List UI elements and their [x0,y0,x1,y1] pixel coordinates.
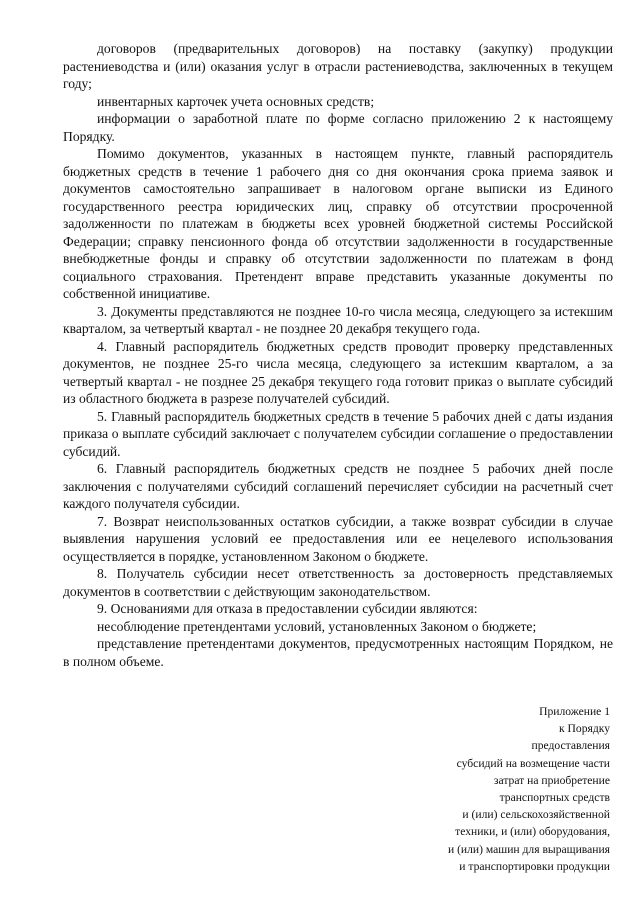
appendix-line: предоставления [531,739,610,753]
appendix-line: техники, и (или) оборудования, [455,825,610,839]
appendix-line: к Порядку [559,722,610,736]
appendix-line: затрат на приобретение [493,773,610,787]
paragraph-additional-documents: Помимо документов, указанных в настоящем пункте, главный распорядитель бюджетных средств в течение 1 рабочего дня со дня окончания срока приема заявок и документов самостоятельно запрашивает в налоговом органе выписки из Единого государственного реестра юридических лиц, справку об отсутствии просроченной задолженности по платежам в бюджеты всех уровней бюджетной системы Российской Федерации; справку пенсионного фонда об отсутствии задолженности в государственные внебюджетные фонды и справку об отсутствии задолженности по платежам в фонд социального страхования. Претендент вправе представить указанные документы по собственной инициативе. [63,146,613,301]
appendix-line: и (или) машин для выращивания [447,842,610,856]
paragraph-item-7: 7. Возврат неиспользованных остатков субсидии, а также возврат субсидии в случае выявления нарушения условий ее предоставления или ее нецелевого использования осуществляется в порядке, установленном Законом о бюджете. [63,513,613,564]
paragraph-item-3: 3. Документы представляются не позднее 10-го числа месяца, следующего за истекшим кварталом, за четвертый квартал - не позднее 20 декабря текущего года. [63,303,613,336]
paragraph-refusal-reason-1: несоблюдение претендентами условий, установленных Законом о бюджете; [97,618,537,634]
paragraph-item-8: 8. Получатель субсидии несет ответственность за достоверность представляемых документов в соответствии с действующим законодательством. [63,566,613,599]
appendix-line: транспортных средств [499,791,610,805]
paragraph-item-9: 9. Основаниями для отказа в предоставлении субсидии являются: [97,601,478,616]
appendix-line: и транспортировки продукции [459,859,610,873]
document-body [63,40,613,670]
paragraph-item-5: 5. Главный распорядитель бюджетных средств в течение 5 рабочих дней с даты издания приказа о выплате субсидий заключает с получателем субсидии соглашение о предоставлении субсидий. [63,408,613,459]
paragraph-inventory-cards: инвентарных карточек учета основных средств; [97,93,375,109]
paragraph-item-6: 6. Главный распорядитель бюджетных средств не позднее 5 рабочих дней после заключения с получателями субсидий соглашений перечисляет субсидии на расчетный счет каждого получателя субсидии. [63,461,613,511]
appendix-header [350,703,610,875]
paragraph-contracts: договоров (предварительных договоров) на поставку (закупку) продукции растениеводства и (или) оказания услуг в отрасли растениеводства, заключенных в текущем году; [63,41,613,91]
appendix-line: Приложение 1 [539,705,610,718]
paragraph-refusal-reason-2: представление претендентами документов, предусмотренных настоящим Порядком, не в полном объеме. [63,636,613,669]
appendix-line: и (или) сельскохозяйственной [462,808,610,822]
paragraph-salary-info: информации о заработной плате по форме согласно приложению 2 к настоящему Порядку. [63,111,613,144]
paragraph-item-4: 4. Главный распорядитель бюджетных средств проводит проверку представленных документов, не позднее 25-го числа месяца, следующего за истекшим кварталом, а за четвертый квартал - не позднее 25 декабря текущего года готовит приказ о выплате субсидий из областного бюджета в разрезе получателей субсидий. [63,338,613,406]
appendix-line: субсидий на возмещение части [456,756,610,770]
